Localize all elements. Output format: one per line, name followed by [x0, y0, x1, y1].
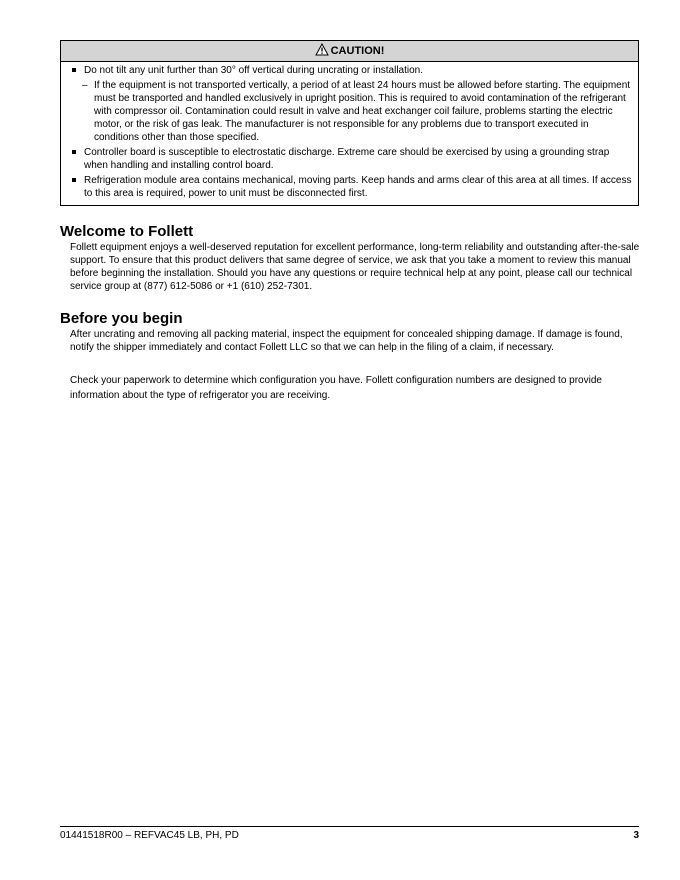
- before-paragraph: After uncrating and removing all packing material, inspect the equipment for concealed shipping damage. If damage is found, notify the shipper immediately and contact Follett LLC so that we can help in the filing of a claim, if necessary.: [70, 329, 623, 353]
- caution-header: [61, 41, 638, 62]
- welcome-heading: Welcome to Follett: [60, 223, 194, 240]
- caution-item: [71, 146, 632, 172]
- caution-item-text: Do not tilt any unit further than 30° off vertical during uncrating or installation.: [84, 65, 424, 76]
- caution-item-text: Refrigeration module area contains mechanical, moving parts. Keep hands and arms clear of this area at all times. If access to this area is required, power to unit must be disconnected first.: [84, 175, 632, 199]
- caution-title: CAUTION!: [330, 45, 385, 57]
- caution-item: [71, 64, 632, 144]
- caution-item-text: Controller board is susceptible to electrostatic discharge. Extreme care should be exercised by using a grounding strap when handling and installing control board.: [84, 147, 610, 171]
- caution-item: [71, 174, 632, 200]
- before-heading: Before you begin: [60, 310, 183, 327]
- footer-divider: [60, 826, 639, 827]
- warning-triangle-icon: [315, 43, 329, 56]
- before-paragraph: Check your paperwork to determine which configuration you have. Follett configuration numbers are designed to provide information about the type of refrigerator you are receiving.: [70, 375, 602, 401]
- caution-sub-list: [80, 79, 632, 144]
- caution-list: [61, 62, 638, 200]
- dash-marker: –: [82, 80, 88, 91]
- bullet-square-icon: [72, 68, 76, 72]
- caution-sub-item: [80, 79, 632, 144]
- page-number: 3: [633, 830, 639, 841]
- bullet-square-icon: [72, 178, 76, 182]
- welcome-paragraph: Follett equipment enjoys a well-deserved reputation for excellent performance, long-term reliability and outstanding after-the-sale support. To ensure that this product delivers that same degree of service, we ask that you take a moment to review this manual before beginning the installation. Should you have any questions or require technical help at any point, please call our technical service group at (877) 612-5086 or +1 (610) 252-7301.: [70, 242, 640, 292]
- caution-sub-item-text: If the equipment is not transported vertically, a period of at least 24 hours must be allowed before starting. The equipment must be transported and handled exclusively in upright position. This is required to avoid contamination of the refrigerant with compressor oil. Contamination could result in valve and heat exchanger coil failure, problems starting the electric motor, or the risk of gas leak. The manufacturer is not responsible for any problems due to transport executed in conditions other than those specified.: [94, 80, 631, 143]
- footer-doc-id: 01441518R00 – REFVAC45 LB, PH, PD: [60, 830, 239, 841]
- caution-box: [60, 40, 639, 206]
- bullet-square-icon: [72, 150, 76, 154]
